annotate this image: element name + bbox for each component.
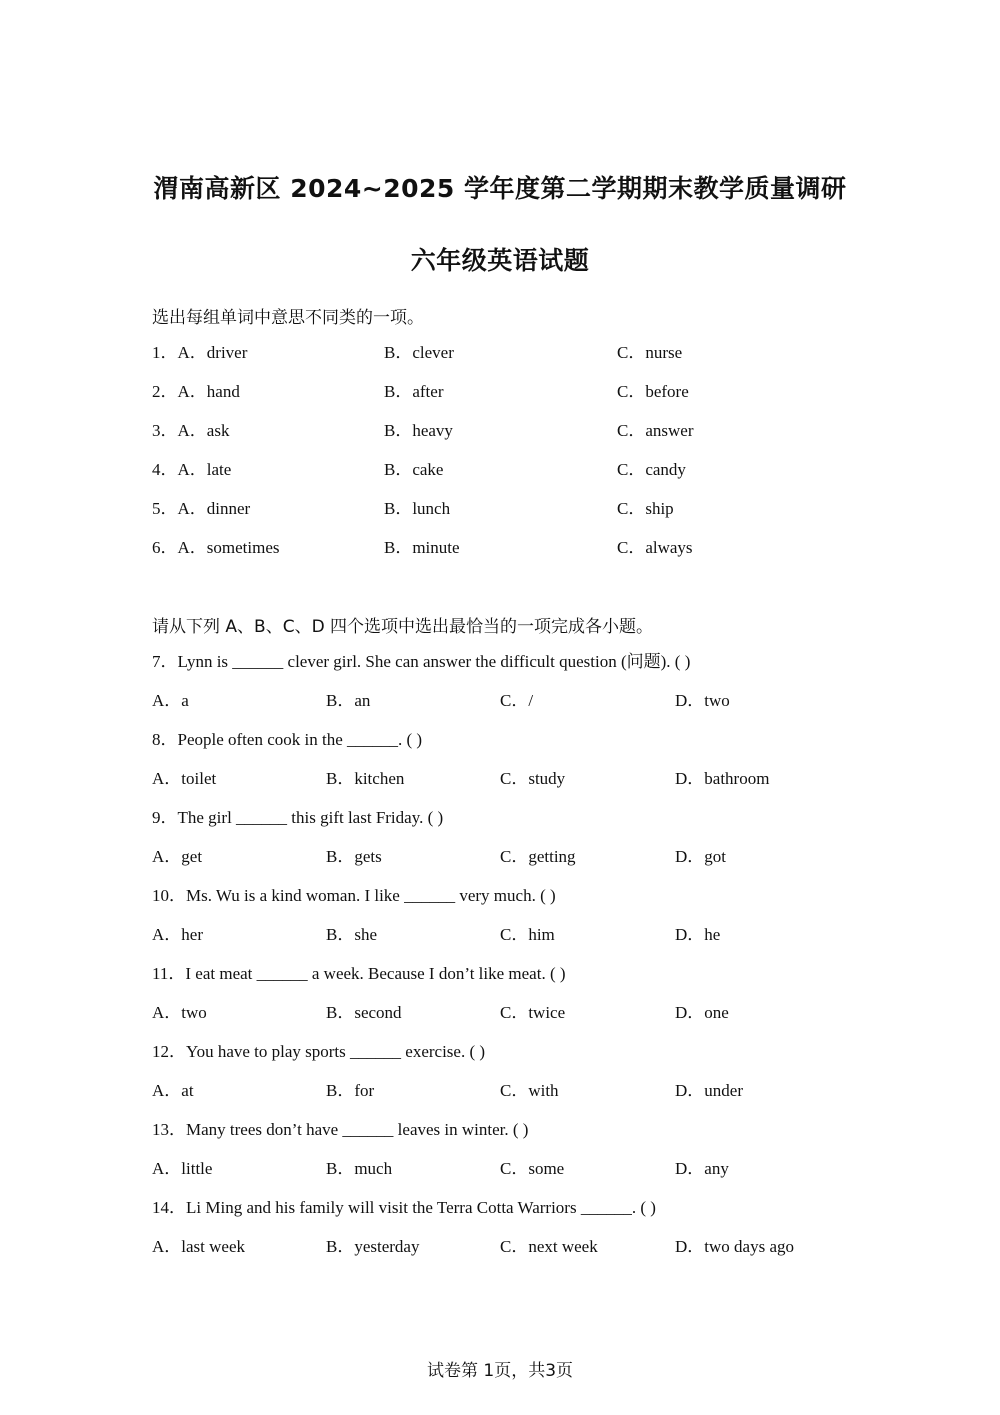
option-a: 3．A．ask	[152, 421, 230, 440]
option-d: D．one	[675, 1003, 729, 1022]
options-row	[152, 846, 852, 868]
options-row	[152, 768, 852, 790]
question-stem: 7．Lynn is ______ clever girl. She can answer the difficult question (问题). ( )	[152, 652, 691, 671]
option-b: B．lunch	[384, 499, 451, 518]
option-c: C．twice	[500, 1003, 566, 1022]
option-b: B．gets	[326, 847, 382, 866]
option-d: D．bathroom	[675, 769, 770, 788]
options-row	[152, 1002, 852, 1024]
option-a: A．get	[152, 847, 203, 866]
option-b: B．minute	[384, 538, 460, 557]
question-stem: 12．You have to play sports ______ exercise. ( )	[152, 1042, 486, 1061]
option-c: C．/	[500, 691, 534, 710]
option-b: B．heavy	[384, 421, 453, 440]
option-d: D．two days ago	[675, 1237, 794, 1256]
exam-title: 渭南高新区 2024~2025 学年度第二学期期末教学质量调研	[153, 174, 847, 203]
option-a: 1．A．driver	[152, 343, 248, 362]
option-b: B．clever	[384, 343, 454, 362]
option-b: B．she	[326, 925, 377, 944]
option-c: C．always	[617, 538, 693, 557]
question-row	[152, 498, 852, 520]
option-c: C．answer	[617, 421, 694, 440]
option-c: C．next week	[500, 1237, 598, 1256]
option-a: 5．A．dinner	[152, 499, 251, 518]
option-b: B．after	[384, 382, 444, 401]
question-stem: 9．The girl ______ this gift last Friday. ( )	[152, 808, 444, 827]
option-c: C．some	[500, 1159, 565, 1178]
question-stem: 14．Li Ming and his family will visit the Terra Cotta Warriors ______. ( )	[152, 1198, 656, 1217]
option-c: C．study	[500, 769, 566, 788]
option-a: A．a	[152, 691, 189, 710]
option-c: C．ship	[617, 499, 674, 518]
option-d: D．under	[675, 1081, 743, 1100]
option-b: B．for	[326, 1081, 375, 1100]
option-b: B．much	[326, 1159, 393, 1178]
option-a: A．at	[152, 1081, 194, 1100]
option-a: A．her	[152, 925, 203, 944]
question-row	[152, 459, 852, 481]
question-stem: 10．Ms. Wu is a kind woman. I like ______ very much. ( )	[152, 886, 556, 905]
option-c: C．nurse	[617, 343, 683, 362]
option-a: 6．A．sometimes	[152, 538, 280, 557]
option-b: B．cake	[384, 460, 444, 479]
options-row	[152, 924, 852, 946]
option-b: B．yesterday	[326, 1237, 420, 1256]
option-d: D．two	[675, 691, 730, 710]
option-d: D．any	[675, 1159, 729, 1178]
question-row	[152, 381, 852, 403]
options-row	[152, 1158, 852, 1180]
option-c: C．with	[500, 1081, 559, 1100]
option-a: 4．A．late	[152, 460, 232, 479]
option-c: C．him	[500, 925, 555, 944]
options-row	[152, 1080, 852, 1102]
question-row	[152, 420, 852, 442]
question-row	[152, 342, 852, 364]
question-stem: 13．Many trees don’t have ______ leaves in winter. ( )	[152, 1120, 529, 1139]
option-d: D．got	[675, 847, 726, 866]
option-d: D．he	[675, 925, 721, 944]
question-row	[152, 537, 852, 559]
exam-subtitle: 六年级英语试题	[410, 246, 590, 275]
section-1-instruction: 选出每组单词中意思不同类的一项。	[152, 308, 424, 328]
option-a: A．little	[152, 1159, 213, 1178]
option-b: B．kitchen	[326, 769, 405, 788]
option-a: A．toilet	[152, 769, 217, 788]
option-c: C．before	[617, 382, 689, 401]
page-footer: 试卷第 1页，共3页	[426, 1361, 574, 1381]
option-a: 2．A．hand	[152, 382, 240, 401]
option-b: B．an	[326, 691, 371, 710]
options-row	[152, 690, 852, 712]
option-c: C．getting	[500, 847, 576, 866]
section-2-instruction: 请从下列 A、B、C、D 四个选项中选出最恰当的一项完成各小题。	[152, 617, 654, 637]
question-stem: 8．People often cook in the ______. ( )	[152, 730, 423, 749]
option-a: A．last week	[152, 1237, 246, 1256]
option-a: A．two	[152, 1003, 207, 1022]
options-row	[152, 1236, 852, 1258]
option-b: B．second	[326, 1003, 402, 1022]
option-c: C．candy	[617, 460, 686, 479]
question-stem: 11．I eat meat ______ a week. Because I don’t like meat. ( )	[152, 964, 566, 983]
